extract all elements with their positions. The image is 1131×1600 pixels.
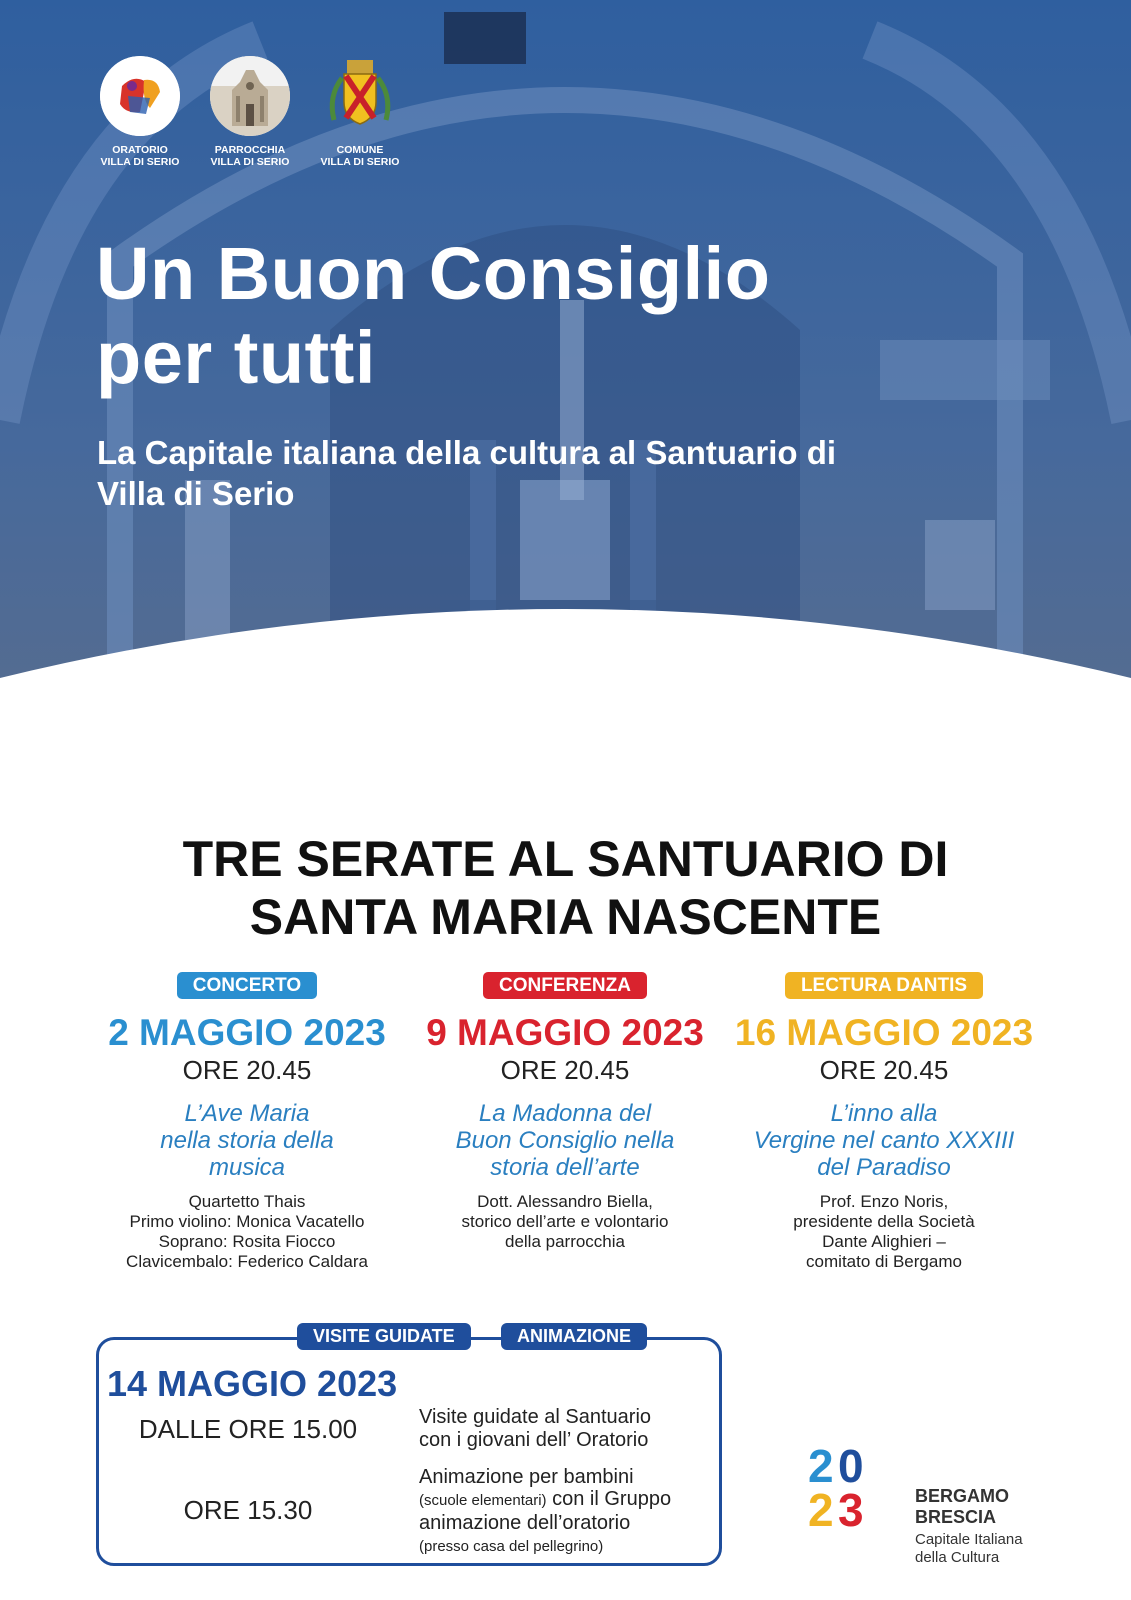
logo-digit: 3 (838, 1484, 864, 1536)
logo-city-1: BERGAMO (915, 1486, 1009, 1506)
heading-line-1: TRE SERATE AL SANTUARIO DI (182, 831, 949, 887)
logo-caption: PARROCCHIA VILLA DI SERIO (210, 144, 290, 168)
pill-visite-guidate: VISITE GUIDATE (297, 1323, 471, 1350)
box-time-animation: ORE 15.30 (183, 1495, 313, 1525)
municipal-crest-icon (320, 56, 400, 136)
logo-caption (915, 1531, 1023, 1567)
activity-visits-line-1: Visite guidate al Santuario (419, 1406, 652, 1428)
activity-animation-line-1: Animazione per bambini (419, 1466, 634, 1488)
event-badge: CONCERTO (177, 972, 317, 999)
event-topic: La Madonna del Buon Consiglio nella storia dell’arte (455, 1100, 675, 1181)
event-badge: LECTURA DANTIS (785, 972, 983, 999)
church-facade-icon (210, 56, 290, 136)
logo-caption-line-2: della Cultura (915, 1549, 1000, 1566)
title-line-1: Un Buon Consiglio (96, 232, 771, 315)
logo-digit: 0 (838, 1440, 864, 1492)
logo-parrocchia (202, 56, 298, 168)
logo-digit: 2 (808, 1440, 834, 1492)
activity-animation-note-2: (presso casa del pellegrino) (419, 1538, 604, 1555)
activity-visits-line-2: con i giovani dell’ Oratorio (419, 1429, 649, 1451)
page-title (96, 232, 770, 400)
event-time: ORE 20.45 (819, 1055, 949, 1085)
activity-animation-note-1: (scuole elementari) (419, 1492, 547, 1509)
activity-visits (419, 1406, 719, 1452)
event-date: 16 MAGGIO 2023 (734, 1012, 1034, 1053)
event-topic: L’inno alla Vergine nel canto XXXIII del Paradiso (753, 1100, 1015, 1181)
logo-caption: COMUNE VILLA DI SERIO (320, 144, 400, 168)
event-conferenza (400, 972, 730, 1252)
event-badge: CONFERENZA (483, 972, 647, 999)
oratorio-logo-icon (100, 56, 180, 136)
title-line-2: per tutti (96, 316, 376, 399)
event-concerto (82, 972, 412, 1272)
activity-animation-line-3: animazione dell’oratorio (419, 1512, 631, 1534)
event-date: 2 MAGGIO 2023 (108, 1012, 386, 1053)
partner-logos (92, 56, 408, 168)
activity-animation (419, 1466, 719, 1558)
event-speakers: Quartetto Thais Primo violino: Monica Vacatello Soprano: Rosita Fiocco Clavicembalo: Federico Caldara (126, 1192, 368, 1271)
logo-caption-line-1: Capitale Italiana (915, 1531, 1023, 1548)
activity-animation-line-2: con il Gruppo (546, 1488, 672, 1510)
page-subtitle: La Capitale italiana della cultura al Santuario di Villa di Serio (97, 434, 837, 512)
logo-city-2: BRESCIA (915, 1507, 997, 1527)
event-topic: L’Ave Maria nella storia della musica (160, 1100, 334, 1181)
logo-oratorio (92, 56, 188, 168)
logo-cities (915, 1486, 1009, 1528)
logo-digit: 2 (808, 1484, 834, 1536)
event-time: ORE 20.45 (182, 1055, 312, 1085)
box-date: 14 MAGGIO 2023 (107, 1363, 398, 1404)
event-time: ORE 20.45 (500, 1055, 630, 1085)
event-speakers: Prof. Enzo Noris, presidente della Società Dante Alighieri – comitato di Bergamo (793, 1192, 975, 1271)
pill-animazione: ANIMAZIONE (501, 1323, 647, 1350)
box-time-visits: DALLE ORE 15.00 (138, 1414, 358, 1444)
event-lectura-dantis (719, 972, 1049, 1272)
heading-line-2: SANTA MARIA NASCENTE (249, 889, 882, 945)
event-speakers: Dott. Alessandro Biella, storico dell’arte e volontario della parrocchia (461, 1192, 669, 1251)
section-heading (0, 830, 1131, 946)
logo-comune (312, 56, 408, 168)
logo-caption: ORATORIO VILLA DI SERIO (100, 144, 180, 168)
event-date: 9 MAGGIO 2023 (426, 1012, 704, 1053)
bergamo-brescia-2023-logo (808, 1440, 1048, 1573)
